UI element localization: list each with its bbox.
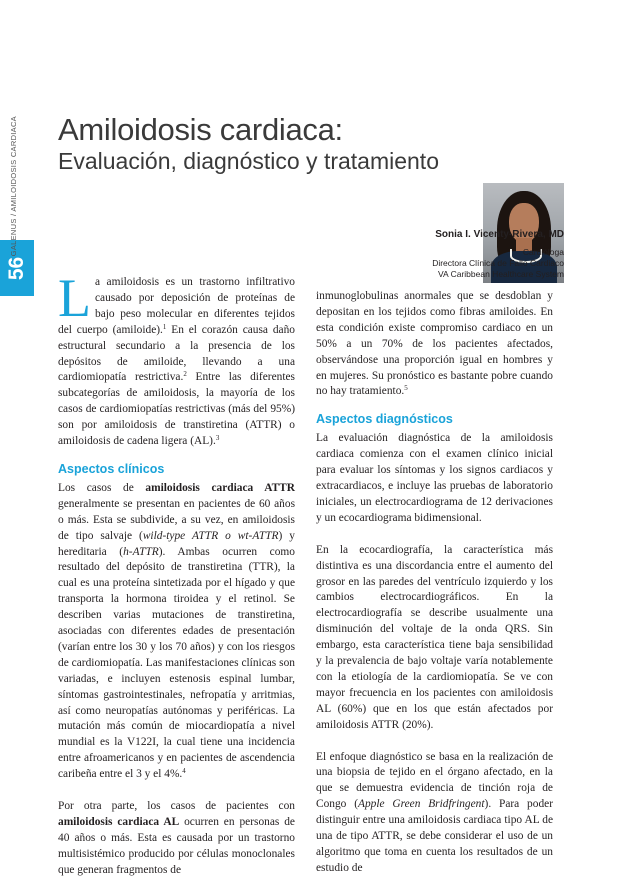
- author-block: [432, 229, 564, 280]
- intro-text-2: En el corazón causa daño estructural secundario a la presencia de los depósitos de amiloide, llevando a una cardiomiopatía restrictiva.: [58, 323, 295, 384]
- intro-text-1: a amiloidosis es un trastorno infiltrativo causado por deposición de proteínas de bajo peso molecular en diferentes tejidos del cuerpo (amiloide).: [58, 276, 295, 336]
- diagnostic-term-apple-green: Apple Green Bridfringent: [357, 798, 485, 811]
- clinical-text: Los casos de: [58, 481, 146, 494]
- clinical-text: Por otra parte, los casos de pacientes con: [58, 800, 295, 813]
- article-title: Amiloidosis cardiaca:: [58, 112, 343, 147]
- author-institution: VA Caribbean Healthcare System: [438, 269, 564, 279]
- clinical-term-attr: amiloidosis cardiaca ATTR: [145, 481, 295, 494]
- clinical-text: ) y hereditaria (: [58, 529, 295, 558]
- diagnostic-text: ). Para poder distinguir entre una amiloidosis cardiaca tipo AL de una de tipo ATTR, se debe considerar el uso de un algoritmo que toma en cuenta los resultados de un estudio de: [316, 798, 553, 874]
- author-role: Cardióloga: [522, 247, 564, 257]
- clinical-term-hattr: h-ATTR: [123, 545, 159, 558]
- ref-2: 2: [183, 370, 187, 379]
- ref-3: 3: [215, 434, 220, 443]
- drop-cap: L: [58, 268, 91, 328]
- author-name: Sonia I. Vicenty-Rivera, MD: [435, 229, 564, 240]
- page-number: 56: [5, 256, 29, 280]
- ref-4: 4: [182, 767, 186, 776]
- diagnostic-paragraph-3: [316, 750, 553, 877]
- clinical-paragraph-1: [58, 481, 295, 783]
- left-column: [58, 268, 295, 879]
- intro-paragraph: [58, 268, 295, 450]
- diagnostic-paragraph-2: En la ecocardiografía, la característica más distintiva es una discordancia entre el aumento del grosor en las paredes del ventrículo izquierdo y los cambios electrocardiográficos. En la electrocardiografía se describe usualmente una disminución del voltaje de la onda QRS. Sin embargo, esta característica tiene baja sensibilidad y la prevalencia de bajo voltaje varía notablemente con la etiología de la cardiomiopatía. Se ve con mayor frecuencia en los pacientes con amiloidosis AL (60%) que en los que están afectados por amiloidosis ATTR (20%).: [316, 543, 553, 731]
- clinical-text: ). Ambas ocurren como resultado del depósito de transtiretina (TTR), la cual es una proteína sintetizada por el hígado y que transporta la hormona tiroidea y el retinol. Se describen varias mutaciones de transtiretina, asociadas con diferentes edades de presentación (varían entre los 30 y los 70 años) y con los riesgos de cardiomiopatía. Las manifestaciones clínicas son variadas, e incluyen estenosis espinal lumbar, síntomas gastrointestinales, nefropatía y arritmias, así como neuropatías autónomas y periféricas. La mutación más común de miocardiopatía a nivel mundial es la V122I, la cual tiene una incidencia entre afroamericanos y en pacientes de ascendencia caribeña entre el 3 y el 4%.: [58, 545, 295, 781]
- diagnostic-paragraph-1: La evaluación diagnóstica de la amiloidosis cardiaca comienza con el examen clínico inicial para evaluar los síntomas y los signos cardiacos y extracardiacos, e incluye las pruebas de laboratorio iniciales, un electrocardiograma de 12 derivaciones y un ecocardiograma bidimensional.: [316, 432, 553, 524]
- article-subtitle: Evaluación, diagnóstico y tratamiento: [58, 148, 439, 174]
- author-position: Directora Clínica de Fallo Cardiaco: [432, 258, 564, 268]
- running-head: GALENUS / AMILOIDOSIS CARDIACA: [9, 116, 18, 257]
- diagnostic-text: El enfoque diagnóstico se basa en la realización de una biopsia de tejido en el órgano afectado, en la que se demuestra evidencia de tinción roja de Congo (: [316, 750, 553, 811]
- clinical-paragraph-2: [58, 799, 295, 879]
- right-column: [316, 289, 553, 877]
- ref-5: 5: [404, 384, 408, 393]
- ref-1: 1: [162, 322, 167, 331]
- clinical-term-wild-type: wild-type ATTR o wt-ATTR: [142, 529, 279, 542]
- right-paragraph-1: [316, 289, 553, 400]
- section-heading-clinical: Aspectos clínicos: [58, 461, 165, 476]
- clinical-term-al: amiloidosis cardiaca AL: [58, 816, 180, 828]
- right-text: inmunoglobulinas anormales que se desdoblan y depositan en los tejidos como fibras amiloides. En esta condición existe compromiso cardiaco en un 50% a un 70% de los pacientes afectados, observándose una proporción igual en hombres y en mujeres. Su pronóstico es bastante pobre cuando no hay tratamiento.: [316, 290, 553, 398]
- section-heading-diagnostic: Aspectos diagnósticos: [316, 412, 453, 427]
- clinical-text: ocurren en personas de 40 años o más. Esta es causada por un trastorno multisistémico producido por células monoclonales que generan fragmentos de: [58, 816, 295, 876]
- clinical-text: generalmente se presentan en pacientes de 60 años o más. Esta se subdivide, a su vez, en amiloidosis de tipo salvaje (: [58, 497, 295, 542]
- intro-text-3: Entre las diferentes subcategorías de amiloidosis, la mayoría de los casos de cardiomiopatías restrictivas (más del 95%) son por amiloidosis de transtiretina (ATTR) o amiloidosis de cadena ligera (AL).: [58, 371, 295, 448]
